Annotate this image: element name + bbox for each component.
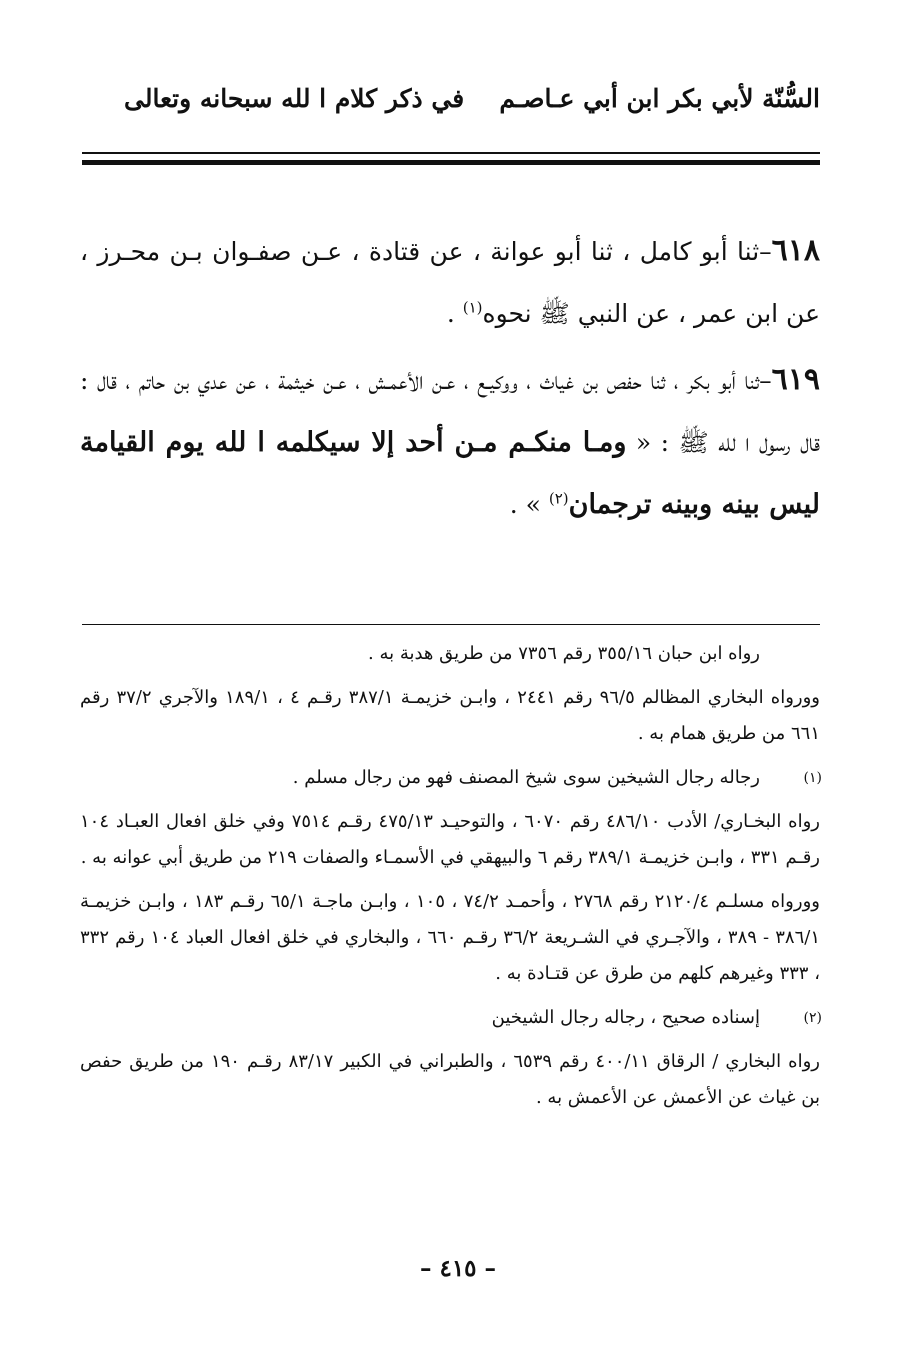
footnote-line: رواه البخاري / الرقاق ٤٠٠/١١ رقم ٦٥٣٩ ، والطبراني في الكبير ٨٣/١٧ رقـم ١٩٠ من طريق حفص بن غياث عن الأعمش عن الأعمش به . (80, 1051, 820, 1108)
hadith-quote: ومـا منكـم مـن أحد إلا سيكلمه ا لله يوم القيامة ليس بينه وبينه ترجمان (80, 427, 820, 520)
hadith-ending: » . (509, 490, 549, 519)
hadith-ending: . (446, 299, 463, 328)
hadith-619 (80, 349, 820, 536)
footnote-line: رجاله رجال الشيخين سوى شيخ المصنف فهو من رجال مسلم . (292, 767, 760, 788)
footnote-ref[interactable]: (١) (462, 298, 483, 317)
header-rule-thick (82, 160, 820, 165)
hadith-618 (80, 220, 820, 345)
footnote-2 (80, 1000, 820, 1116)
footnote-line: وورواه مسلـم ٢١٢٠/٤ رقم ٢٧٦٨ ، وأحمـد ٧٤/٢ ، ١٠٥ ، وابـن ماجـة ٦٥/١ رقـم ١٨٣ ، وابـن خزيمـة ٣٨٦/١ - ٣٨٩ ، والآجـري في الشـريعة ٣٦/٢ رقـم ٦٦٠ ، والبخاري في خلق افعال العباد ١٠٤ رقم ٣٣٢ ، ٣٣٣ وغيرهم كلهم من طرق عن قتـادة به . (80, 891, 821, 984)
footnotes (80, 636, 820, 1124)
footnote-marker: (١) (803, 770, 822, 786)
page-number: – ٤١٥ – (419, 1255, 497, 1282)
footnote-line: رواه البخـاري/ الأدب ٤٨٦/١٠ رقم ٦٠٧٠ ، والتوحيـد ٤٧٥/١٣ رقـم ٧٥١٤ وفي خلق افعال العبـاد ١٠٤ رقـم ٣٣١ ، وابـن خزيمـة ٣٨٩/١ رقم ٦ والبيهقي في الأسمـاء والصفات ٢١٩ من طريق أبي عوانه به . (80, 811, 820, 868)
footnote-separator (82, 624, 820, 625)
hadith-text: –ثنا أبو بكر ، ثنا حفص بن غياث ، ووكيـع ، عـن الأعمـش ، عـن خيثمة ، عن عدي بن حاتم ، قال : قال رسول ا لله ﷺ : « (80, 366, 820, 457)
footnote-1 (80, 760, 820, 992)
footnote-marker: (٢) (803, 1010, 822, 1026)
footnote-line: رواه ابن حبان ٣٥٥/١٦ رقم ٧٣٥٦ من طريق هدبة به . (368, 643, 760, 664)
hadith-text: –ثنا أبو كامل ، ثنا أبو عوانة ، عن قتادة ، عـن صفـوان بـن محـرز ، عن ابن عمر ، عن النبي ﷺ نحوه (80, 237, 820, 328)
main-text (80, 220, 820, 540)
footnote-ref[interactable]: (٢) (548, 489, 569, 508)
footnote-line: إسناده صحيح ، رجاله رجال الشيخين (491, 1007, 760, 1028)
hadith-number: ٦١٨ (771, 233, 820, 268)
footnote-line: وورواه البخاري المظالم ٩٦/٥ رقم ٢٤٤١ ، وابـن خزيمـة ٣٨٧/١ رقـم ٤ ، ١٨٩/١ والآجري ٣٧/٢ رقم ٦٦١ من طريق همام به . (80, 687, 820, 744)
header-rule-thin (82, 152, 820, 154)
running-head-chapter-title: في ذكر كلام ا لله سبحانه وتعالى (124, 84, 465, 113)
running-head-book-title: السُّنّة لأبي بكر ابن أبي عـاصـم (499, 84, 820, 113)
hadith-number: ٦١٩ (771, 362, 820, 397)
